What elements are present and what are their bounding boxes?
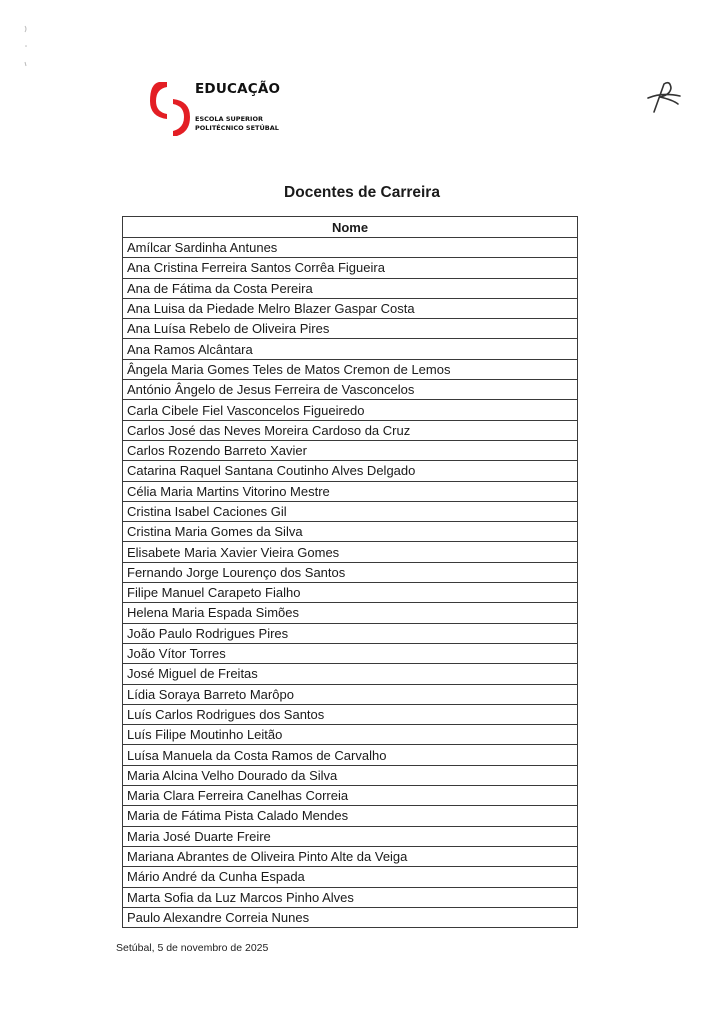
name-cell: Filipe Manuel Carapeto Fialho [123,583,578,603]
name-cell: Carlos Rozendo Barreto Xavier [123,440,578,460]
table-row [123,684,578,704]
table-row [123,319,578,339]
name-cell: Carlos José das Neves Moreira Cardoso da Cruz [123,420,578,440]
table-row [123,339,578,359]
table-row [123,278,578,298]
logo-mark-icon [150,80,192,138]
table-row [123,258,578,278]
logo-subtitle-line-2: POLITÉCNICO SETÚBAL [195,124,279,132]
table-row [123,542,578,562]
institution-logo [150,80,290,140]
table-row [123,298,578,318]
page-title: Docentes de Carreira [284,184,440,201]
name-cell: Maria José Duarte Freire [123,826,578,846]
table-row [123,481,578,501]
table-row [123,522,578,542]
table-row [123,583,578,603]
table-row [123,400,578,420]
table-row [123,501,578,521]
name-cell: Luísa Manuela da Costa Ramos de Carvalho [123,745,578,765]
table-row [123,806,578,826]
logo-subtitle-line-1: ESCOLA SUPERIOR [195,115,263,123]
scan-marks [22,24,32,79]
name-cell: Mário André da Cunha Espada [123,867,578,887]
name-cell: Cristina Maria Gomes da Silva [123,522,578,542]
table-row [123,623,578,643]
names-table [122,216,578,928]
name-cell: Ana Ramos Alcântara [123,339,578,359]
table-row [123,745,578,765]
name-cell: Helena Maria Espada Simões [123,603,578,623]
name-cell: Luís Carlos Rodrigues dos Santos [123,704,578,724]
logo-title: EDUCAÇÃO [195,81,281,97]
name-cell: Ana Luisa da Piedade Melro Blazer Gaspar Costa [123,298,578,318]
signature [640,78,690,123]
name-cell: Luís Filipe Moutinho Leitão [123,725,578,745]
table-row [123,238,578,258]
name-cell: Carla Cibele Fiel Vasconcelos Figueiredo [123,400,578,420]
table-row [123,867,578,887]
name-cell: Elisabete Maria Xavier Vieira Gomes [123,542,578,562]
table-row [123,846,578,866]
name-cell: Ana Cristina Ferreira Santos Corrêa Figueira [123,258,578,278]
name-cell: Fernando Jorge Lourenço dos Santos [123,562,578,582]
place-date: Setúbal, 5 de novembro de 2025 [116,942,269,954]
name-cell: Amílcar Sardinha Antunes [123,238,578,258]
column-header-name: Nome [123,217,578,238]
table-row [123,786,578,806]
table-row [123,704,578,724]
name-cell: Ângela Maria Gomes Teles de Matos Cremon de Lemos [123,359,578,379]
table-row [123,725,578,745]
name-cell: Mariana Abrantes de Oliveira Pinto Alte da Veiga [123,846,578,866]
table-row [123,461,578,481]
names-table-body [123,238,578,928]
table-row [123,765,578,785]
name-cell: Maria Clara Ferreira Canelhas Correia [123,786,578,806]
name-cell: João Vítor Torres [123,643,578,663]
name-cell: Catarina Raquel Santana Coutinho Alves Delgado [123,461,578,481]
name-cell: António Ângelo de Jesus Ferreira de Vasconcelos [123,380,578,400]
name-cell: Célia Maria Martins Vitorino Mestre [123,481,578,501]
name-cell: Maria de Fátima Pista Calado Mendes [123,806,578,826]
logo-subtitle [195,115,279,133]
name-cell: Lídia Soraya Barreto Marôpo [123,684,578,704]
name-cell: Ana Luísa Rebelo de Oliveira Pires [123,319,578,339]
table-row [123,826,578,846]
table-row [123,380,578,400]
name-cell: Cristina Isabel Caciones Gil [123,501,578,521]
table-row [123,664,578,684]
name-cell: Maria Alcina Velho Dourado da Silva [123,765,578,785]
table-row [123,907,578,927]
table-row [123,440,578,460]
name-cell: Ana de Fátima da Costa Pereira [123,278,578,298]
table-row [123,420,578,440]
table-row [123,359,578,379]
table-row [123,562,578,582]
name-cell: João Paulo Rodrigues Pires [123,623,578,643]
name-cell: Marta Sofia da Luz Marcos Pinho Alves [123,887,578,907]
table-row [123,643,578,663]
table-row [123,603,578,623]
table-header-row [123,217,578,238]
name-cell: José Miguel de Freitas [123,664,578,684]
table-row [123,887,578,907]
name-cell: Paulo Alexandre Correia Nunes [123,907,578,927]
